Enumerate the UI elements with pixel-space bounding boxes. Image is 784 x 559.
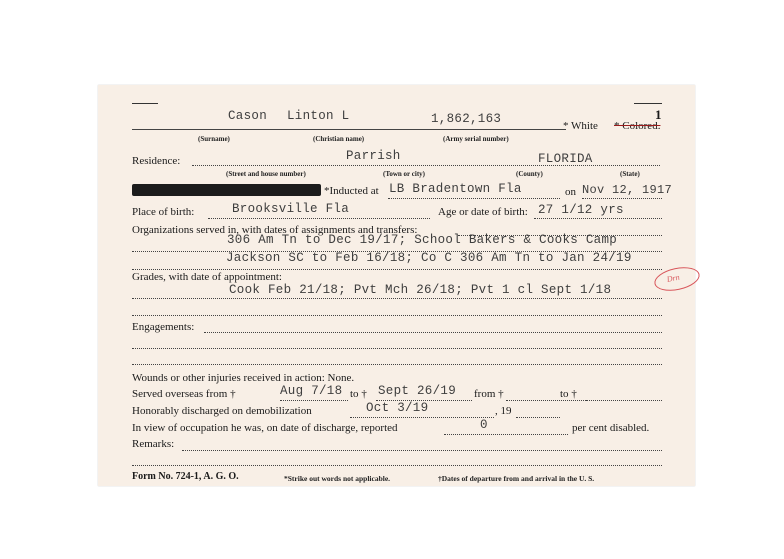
- card-number: 1: [655, 107, 662, 122]
- organizations-line1: 306 Am Tn to Dec 19/17; School Bakers & Cooks Camp: [227, 233, 618, 247]
- overseas-from2-text: from: [474, 388, 496, 400]
- overseas-to-value: Sept 26/19: [378, 384, 457, 398]
- top-right-rule: [634, 103, 662, 104]
- engagements-line-0: [204, 332, 662, 333]
- county-caption: (County): [516, 170, 543, 178]
- grades-line-1: [132, 298, 662, 299]
- overseas-label: [132, 388, 236, 400]
- engagements-line-1: [132, 348, 662, 349]
- serial-number-value: 1,862,163: [431, 112, 502, 126]
- disability-suffix: per cent disabled.: [572, 422, 650, 434]
- engagements-label: Engagements:: [132, 321, 195, 333]
- residence-town: Parrish: [346, 149, 401, 163]
- overseas-to-text: to: [350, 388, 359, 400]
- inducted-date-line: [582, 198, 662, 199]
- surname-value: Cason: [228, 109, 268, 123]
- organizations-line-2: [132, 269, 662, 270]
- birthplace-value: Brooksville Fla: [232, 202, 350, 216]
- overseas-from2-label: [474, 388, 504, 400]
- overseas-from-value: Aug 7/18: [280, 384, 343, 398]
- state-caption: (State): [620, 170, 640, 178]
- overseas-dagger: †: [230, 388, 236, 400]
- overseas-to-label: [350, 388, 367, 400]
- disability-label: In view of occupation he was, on date of discharge, reported: [132, 422, 398, 434]
- disability-line: [444, 434, 568, 435]
- organizations-line2: Jackson SC to Feb 16/18; Co C 306 Am Tn to Jan 24/19: [226, 251, 632, 265]
- discharge-label: Honorably discharged on demobilization: [132, 405, 312, 417]
- service-card: [98, 85, 695, 486]
- age-line: [534, 218, 662, 219]
- overseas-label-text: Served overseas from: [132, 388, 228, 400]
- inducted-line: [388, 198, 560, 199]
- overseas-to-dagger: †: [361, 388, 367, 400]
- residence-label: Residence:: [132, 155, 181, 167]
- race-white: * White: [563, 120, 598, 132]
- overseas-from-line: [280, 400, 348, 401]
- age-label: Age or date of birth:: [438, 206, 528, 218]
- discharge-year-line: [516, 417, 560, 418]
- grades-label: Grades, with date of appointment:: [132, 271, 282, 283]
- wounds-label: Wounds or other injuries received in action: None.: [132, 372, 355, 384]
- discharge-date: Oct 3/19: [366, 401, 429, 415]
- street-caption: (Street and house number): [226, 170, 306, 178]
- footnote-dates: †Dates of departure from and arrival in the U. S.: [438, 474, 595, 483]
- birthplace-line: [208, 218, 430, 219]
- overseas-from2-line: [506, 400, 596, 401]
- name-line: [132, 129, 566, 130]
- grades-line-2: [132, 315, 662, 316]
- redaction-bar: [132, 184, 321, 196]
- age-value: 27 1/12 yrs: [538, 203, 624, 217]
- disability-value: 0: [480, 418, 488, 432]
- discharge-year-suffix: , 19: [495, 405, 512, 417]
- overseas-from2-dagger: †: [498, 388, 504, 400]
- grades-value: Cook Feb 21/18; Pvt Mch 26/18; Pvt 1 cl Sept 1/18: [229, 283, 612, 297]
- overseas-to2-line: [586, 400, 662, 401]
- stamp-text: Drn: [665, 272, 681, 285]
- overseas-to2-dagger: †: [571, 388, 577, 400]
- overseas-to2-label: [560, 388, 577, 400]
- remarks-label: Remarks:: [132, 438, 175, 450]
- top-left-rule: [132, 103, 158, 104]
- inducted-place: LB Bradentown Fla: [389, 182, 522, 196]
- inducted-on-label: on: [565, 186, 576, 198]
- surname-caption: (Surname): [198, 135, 230, 143]
- town-caption: (Town or city): [383, 170, 425, 178]
- organizations-label: Organizations served in, with dates of assignments and transfers:: [132, 224, 418, 236]
- christian-caption: (Christian name): [313, 135, 365, 143]
- inducted-date: Nov 12, 1917: [582, 183, 673, 197]
- engagements-line-2: [132, 364, 662, 365]
- discharge-line: [350, 417, 494, 418]
- residence-state: FLORIDA: [538, 152, 593, 166]
- inducted-label: *Inducted at: [324, 185, 379, 197]
- race-colored-struck: * Colored.: [614, 120, 661, 132]
- remarks-line-0: [182, 450, 662, 451]
- footnote-strike: *Strike out words not applicable.: [284, 474, 391, 483]
- serial-caption: (Army serial number): [443, 135, 509, 143]
- birthplace-label: Place of birth:: [132, 206, 195, 218]
- remarks-line-1: [132, 465, 662, 466]
- form-number: Form No. 724-1, A. G. O.: [132, 471, 239, 482]
- christian-name-value: Linton L: [287, 109, 350, 123]
- overseas-to2-text: to: [560, 388, 569, 400]
